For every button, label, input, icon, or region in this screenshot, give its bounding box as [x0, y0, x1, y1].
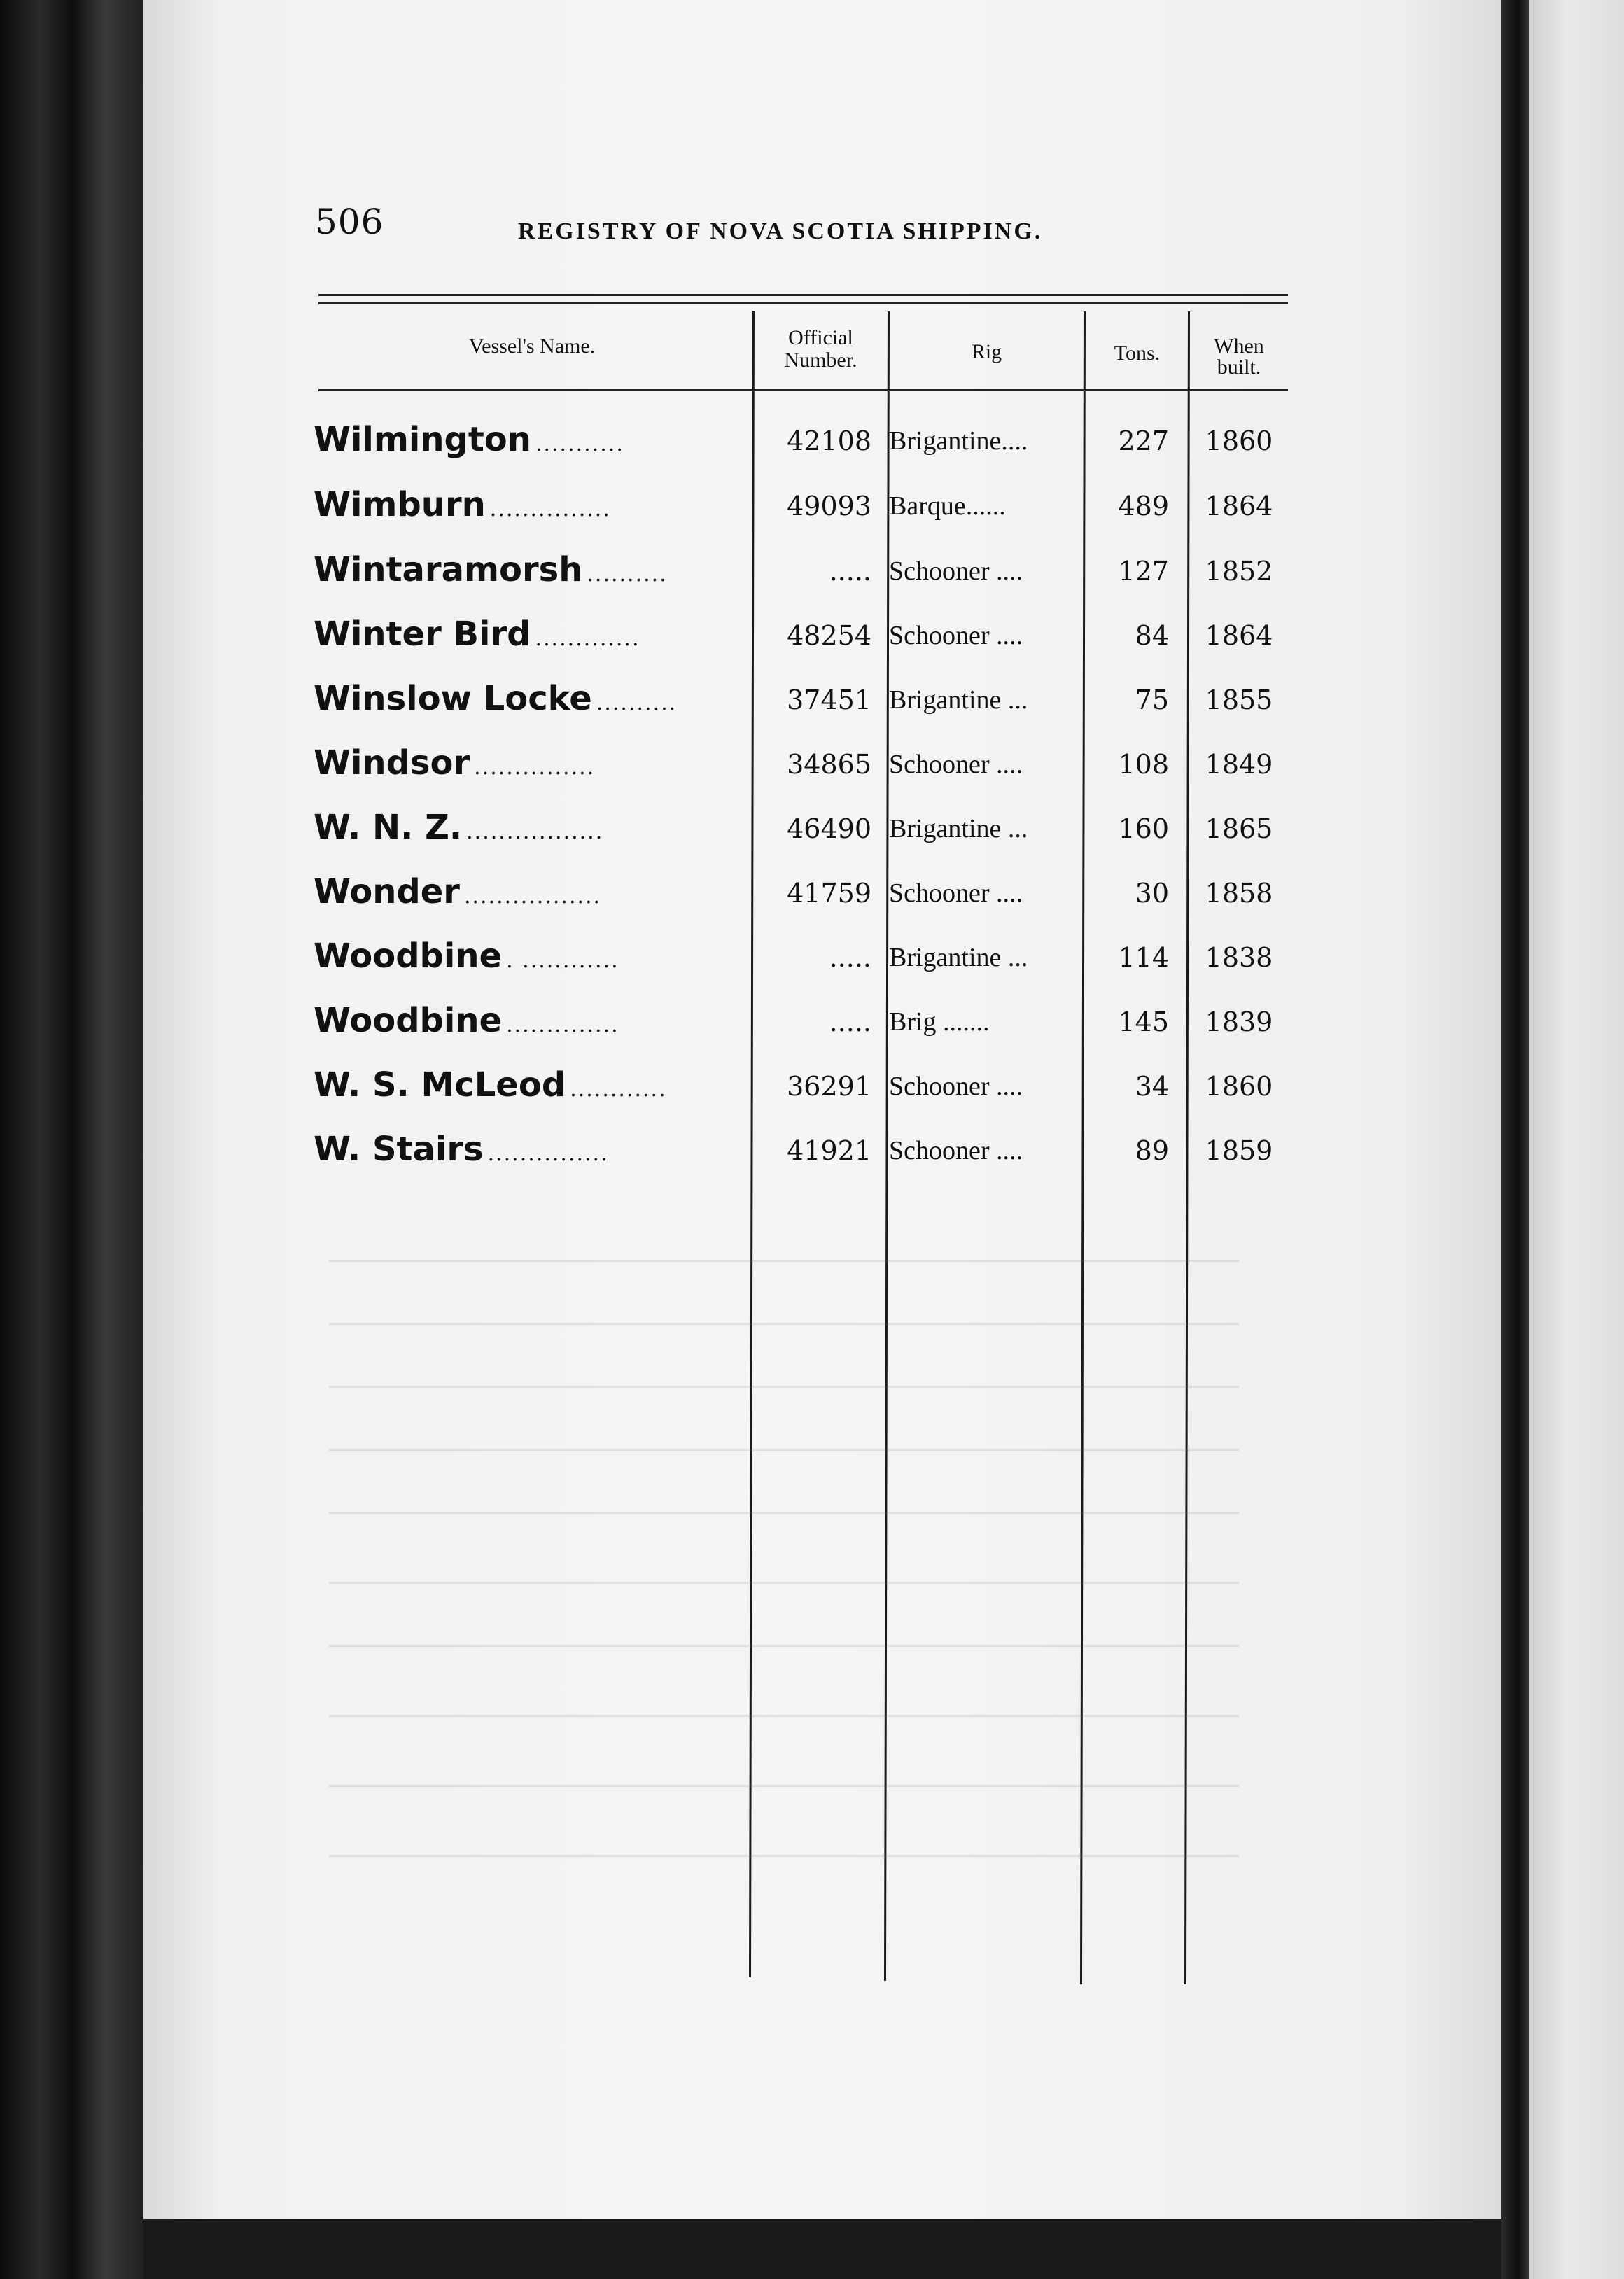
tonnage: 108	[1118, 749, 1169, 780]
page-number: 506	[315, 202, 384, 242]
official-number: .....	[829, 942, 872, 973]
table-row	[0, 485, 1624, 527]
header-official-line1: Official	[788, 326, 853, 349]
vessel-name: Wonder .................	[314, 872, 602, 911]
rig-type: Schooner ....	[889, 1136, 1023, 1165]
bleed-through-line	[329, 1323, 1239, 1325]
table-row	[0, 872, 1624, 914]
header-official-line2: Number.	[784, 349, 858, 372]
table-top-rule-second	[318, 302, 1288, 304]
official-number: 42108	[787, 426, 872, 456]
vessel-name: Winter Bird .............	[314, 615, 640, 654]
official-number: 34865	[787, 749, 872, 780]
vessel-name: Windsor ...............	[314, 743, 596, 783]
header-bottom-rule	[318, 389, 1288, 391]
rig-type: Schooner ....	[889, 750, 1023, 779]
vessel-name: Wimburn ...............	[314, 485, 611, 524]
bleed-through-line	[329, 1855, 1239, 1857]
vessel-name: Wilmington ...........	[314, 420, 624, 459]
official-number: 48254	[787, 620, 872, 651]
bleed-through-line	[329, 1260, 1239, 1262]
tonnage: 489	[1118, 491, 1169, 521]
rig-type: Barque......	[889, 491, 1006, 521]
bleed-through-line	[329, 1785, 1239, 1787]
table-row	[0, 743, 1624, 785]
year-built: 1859	[1205, 1135, 1273, 1166]
bleed-through-line	[329, 1582, 1239, 1584]
table-row	[0, 937, 1624, 979]
rig-type: Brigantine....	[889, 426, 1028, 456]
vessel-name: W. S. McLeod ............	[314, 1065, 667, 1105]
vessel-name: Woodbine ..............	[314, 1001, 620, 1040]
tonnage: 227	[1118, 426, 1169, 456]
table-row	[0, 550, 1624, 592]
rig-type: Schooner ....	[889, 556, 1023, 586]
tonnage: 89	[1135, 1135, 1169, 1166]
header-vessel-name: Vessel's Name.	[468, 335, 596, 358]
year-built: 1855	[1205, 685, 1273, 715]
header-built-line2: built.	[1217, 356, 1261, 379]
official-number: .....	[829, 1007, 872, 1037]
official-number: 36291	[787, 1071, 872, 1102]
table-row	[0, 420, 1624, 462]
page-bottom-shadow	[144, 2219, 1502, 2279]
vessel-name: W. N. Z. .................	[314, 808, 604, 847]
year-built: 1865	[1205, 813, 1273, 844]
year-built: 1838	[1205, 942, 1273, 973]
official-number: 41921	[787, 1135, 872, 1166]
rig-type: Brigantine ...	[889, 943, 1028, 972]
table-row	[0, 615, 1624, 657]
year-built: 1858	[1205, 878, 1273, 909]
year-built: 1839	[1205, 1007, 1273, 1037]
table-row	[0, 1130, 1624, 1172]
table-row	[0, 808, 1624, 850]
rig-type: Brig .......	[889, 1007, 990, 1037]
year-built: 1860	[1205, 426, 1273, 456]
bleed-through-line	[329, 1386, 1239, 1388]
header-tons: Tons.	[1114, 342, 1161, 365]
bleed-through-line	[329, 1645, 1239, 1647]
year-built: 1849	[1205, 749, 1273, 780]
table-top-rule	[318, 294, 1288, 296]
year-built: 1860	[1205, 1071, 1273, 1102]
rig-type: Brigantine ...	[889, 814, 1028, 843]
vessel-name: Winslow Locke ..........	[314, 679, 678, 718]
official-number: 46490	[787, 813, 872, 844]
bleed-through-line	[329, 1449, 1239, 1451]
tonnage: 30	[1135, 878, 1169, 909]
rig-type: Brigantine ...	[889, 685, 1028, 715]
table-row	[0, 679, 1624, 721]
vessel-name: W. Stairs ...............	[314, 1130, 609, 1169]
official-number: 41759	[787, 878, 872, 909]
tonnage: 84	[1135, 620, 1169, 651]
rig-type: Schooner ....	[889, 621, 1023, 650]
official-number: .....	[829, 556, 872, 587]
rig-type: Schooner ....	[889, 878, 1023, 908]
vessel-name: Woodbine . ............	[314, 937, 620, 976]
tonnage: 34	[1135, 1071, 1169, 1102]
year-built: 1852	[1205, 556, 1273, 587]
tonnage: 145	[1118, 1007, 1169, 1037]
year-built: 1864	[1205, 491, 1273, 521]
tonnage: 160	[1118, 813, 1169, 844]
year-built: 1864	[1205, 620, 1273, 651]
tonnage: 114	[1118, 942, 1169, 973]
official-number: 37451	[787, 685, 872, 715]
table-row	[0, 1001, 1624, 1043]
table-row	[0, 1065, 1624, 1107]
official-number: 49093	[787, 491, 872, 521]
tonnage: 75	[1135, 685, 1169, 715]
running-title: REGISTRY OF NOVA SCOTIA SHIPPING.	[518, 218, 1043, 244]
header-built-line1: When	[1214, 335, 1264, 358]
header-rig: Rig	[971, 340, 1002, 363]
tonnage: 127	[1118, 556, 1169, 587]
rig-type: Schooner ....	[889, 1072, 1023, 1101]
bleed-through-line	[329, 1715, 1239, 1717]
vessel-name: Wintaramorsh ..........	[314, 550, 668, 589]
bleed-through-line	[329, 1512, 1239, 1514]
